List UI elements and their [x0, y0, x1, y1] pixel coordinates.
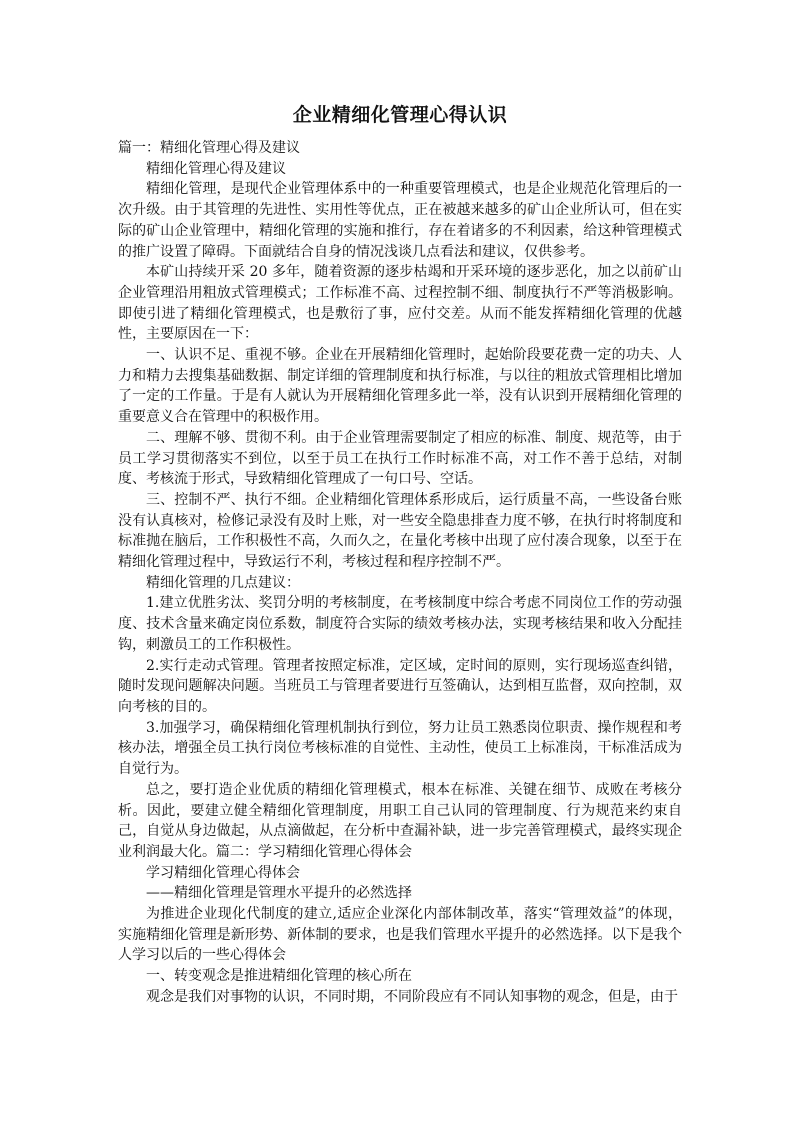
paragraph: 总之，要打造企业优质的精细化管理模式，根本在标准、关键在细节、成败在考核分析。因此，要建立健全精细化管理制度，用职工自己认同的管理制度、行为规范来约束自己，自觉从身边做起，从点滴做起，在分析中查漏补缺，进一步完善管理模式，最终实现企业利润最大化。篇二：学习精细化管理心得体会: [118, 781, 682, 860]
paragraph: 二、理解不够、贯彻不利。由于企业管理需要制定了相应的标准、制度、规范等，由于员工学习贯彻落实不到位，以至于员工在执行工作时标准不高，对工作不善于总结，对制度、考核流于形式，导致精细化管理成了一句口号、空话。: [118, 429, 682, 488]
paragraph: 精细化管理心得及建议: [146, 160, 286, 177]
paragraph: 精细化管理的几点建议：: [146, 574, 300, 591]
document-title: 企业精细化管理心得认识: [292, 104, 508, 126]
paragraph: 3.加强学习，确保精细化管理机制执行到位，努力让员工熟悉岗位职责、操作规程和考核办法，增强全员工执行岗位考核标准的自觉性、主动性，使员工上标准岗，干标准活成为自觉行为。: [118, 719, 682, 778]
paragraph: 1.建立优胜劣汰、奖罚分明的考核制度，在考核制度中综合考虑不同岗位工作的劳动强度、技术含量来确定岗位系数，制度符合实际的绩效考核办法，实现考核结果和收入分配挂钩，刺激员工的工作积极性。: [118, 595, 682, 653]
paragraph: 为推进企业现化代制度的建立,适应企业深化内部体制改革，落实“管理效益”的体现，实施精细化管理是新形势、新体制的要求，也是我们管理水平提升的必然选择。以下是我个人学习以后的一些心得体会: [118, 906, 682, 964]
document-body: [118, 138, 682, 1008]
paragraph: ——精细化管理是管理水平提升的必然选择: [146, 885, 412, 902]
paragraph: 学习精细化管理心得体会: [146, 864, 300, 881]
paragraph: 精细化管理，是现代企业管理体系中的一种重要管理模式，也是企业规范化管理后的一次升级。由于其管理的先进性、实用性等优点，正在被越来越多的矿山企业所认可，但在实际的矿山企业管理中，精细化管理的实施和推行，存在着诸多的不利因素，给这种管理模式的推广设置了障碍。下面就结合自身的情况浅谈几点看法和建议，仅供参考。: [118, 181, 682, 260]
paragraph: 一、转变观念是推进精细化管理的核心所在: [146, 968, 412, 985]
paragraph: 篇一：精细化管理心得及建议: [118, 140, 300, 156]
paragraph: 2.实行走动式管理。管理者按照定标准，定区域，定时间的原则，实行现场巡查纠错，随时发现问题解决问题。当班员工与管理者要进行互签确认，达到相互监督，双向控制，双向考核的目的。: [118, 657, 682, 715]
document-page: [118, 100, 682, 1008]
paragraph: 三、控制不严、执行不细。企业精细化管理体系形成后，运行质量不高，一些设备台账没有认真核对，检修记录没有及时上账，对一些安全隐患排查力度不够，在执行时将制度和标准抛在脑后，工作积极性不高，久而久之，在量化考核中出现了应付凑合现象，以至于在精细化管理过程中，导致运行不利，考核过程和程序控制不严。: [118, 491, 682, 571]
paragraph: 观念是我们对事物的认识，不同时期，不同阶段应有不同认知事物的观念，但是，由于: [146, 988, 678, 1005]
paragraph: 一、认识不足、重视不够。企业在开展精细化管理时，起始阶段要花费一定的功夫、人力和精力去搜集基础数据、制定详细的管理制度和执行标准，与以往的粗放式管理相比增加了一定的工作量。于是有人就认为开展精细化管理多此一举，没有认识到开展精细化管理的重要意义合在管理中的积极作用。: [118, 347, 682, 426]
paragraph: 本矿山持续开采 20 多年，随着资源的逐步枯竭和开采环境的逐步恶化，加之以前矿山企业管理沿用粗放式管理模式；工作标准不高、过程控制不细、制度执行不严等消极影响。即使引进了精细化管理模式，也是敷衍了事，应付交差。从而不能发挥精细化管理的优越性，主要原因在一下：: [118, 264, 682, 343]
